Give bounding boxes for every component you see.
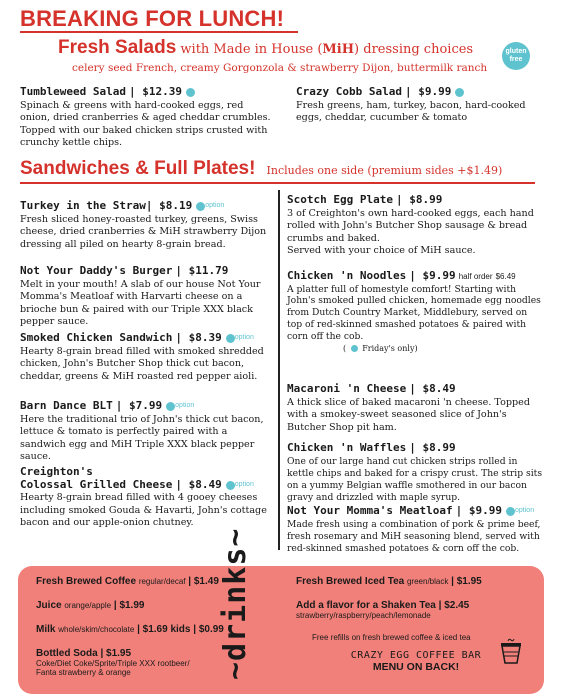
drink-price: $1.69	[142, 624, 168, 635]
menu-item-blt: Barn Dance BLT | $7.99 option Here the traditional trio of John's thick cut bacon, lettuce & tomato is perfectly paired with a sandwich egg and MiH Triple XXX black pepper sauce.	[20, 400, 275, 464]
item-price: $8.99	[409, 193, 443, 206]
salad-desc: Spinach & greens with hard-cooked eggs, red onion, dried cranberries & aged cheddar crumbles. Topped with our baked chicken strips crusted with crunchy kettle chips.	[20, 99, 271, 149]
salad-item-tumbleweed: Tumbleweed Salad | $12.39 Spinach & greens with hard-cooked eggs, red onion, dried cranberries & aged cheddar crumbles. Topped with our baked chicken strips crusted with crunchy kettle chips.	[20, 86, 275, 150]
gluten-free-dot-icon	[455, 88, 464, 97]
drink-juice: Juice orange/apple | $1.99	[36, 600, 145, 611]
drink-options-1: Coke/Diet Coke/Sprite/Triple XXX rootbeer/	[36, 659, 190, 668]
menu-item-burger: Not Your Daddy's Burger | $11.79 Melt in your mouth! A slab of our house Not Your Momma's Meatloaf with Harvarti cheese on a brioche bun & paired with our Triple XXX black pepper sauce.	[20, 265, 275, 329]
salad-price: $12.39	[142, 85, 183, 98]
drink-iced-tea: Fresh Brewed Iced Tea green/black | $1.95	[296, 576, 482, 587]
item-name: Colossal Grilled Cheese	[20, 477, 173, 491]
item-name: Turkey in the Straw	[20, 199, 146, 212]
coffee-bar-line1: CRAZY EGG COFFEE BAR	[350, 650, 482, 661]
drink-options: whole/skim/chocolate	[58, 625, 135, 634]
menu-item-meatloaf: Not Your Momma's Meatloaf | $9.99 option Made fresh using a combination of pork & prime beef, fresh rosemary and MiH seasoning blend, served with red-skinned smashed potatoes & corn off the cob.	[287, 505, 543, 555]
drink-coffee: Fresh Brewed Coffee regular/decaf | $1.49	[36, 576, 219, 587]
menu-item-chicken-noodles: Chicken 'n Noodles | $9.99 half order $6.49 A platter full of homestyle comfort! Starting with John's smoked pulled chicken, homemade egg noodles from Dutch Country Market, Middlebury, served on top of red-skinned smashed potatoes & paired with corn off the cob. ( Friday's only)	[287, 270, 543, 355]
drink-name: Bottled Soda	[36, 648, 98, 659]
drink-options: strawberry/raspberry/peach/lemonade	[296, 611, 431, 620]
item-name: Scotch Egg Plate	[287, 193, 393, 206]
drink-shaken-tea: Add a flavor for a Shaken Tea | $2.45 strawberry/raspberry/peach/lemonade	[296, 600, 536, 620]
salad-desc: Fresh greens, ham, turkey, bacon, hard-cooked eggs, cheddar, cucumber & tomato	[296, 99, 526, 124]
friday-note: Friday's only	[362, 343, 415, 353]
salads-note-pre: with Made in House (	[180, 42, 323, 57]
item-price: $11.79	[188, 264, 229, 277]
gluten-free-dot-icon	[186, 88, 195, 97]
drinks-label: ~drinks~	[218, 527, 253, 680]
option-label: option	[234, 480, 254, 488]
drink-name: Fresh Brewed Coffee	[36, 576, 137, 587]
option-label: option	[205, 202, 225, 210]
item-price: $8.39	[188, 331, 222, 344]
item-desc: Melt in your mouth! A slab of our house Not Your Momma's Meatloaf with Harvarti cheese on a brioche bun & paired with our Triple XXX black pepper sauce.	[20, 278, 261, 328]
option-dot-icon	[166, 402, 175, 411]
dressing-choices: celery seed French, creamy Gorgonzola & strawberry Dijon, buttermilk ranch	[72, 62, 488, 74]
item-desc: A thick slice of baked macaroni 'n cheese. Topped with a smokey-sweet seasoned slice of John's Butcher Shop pit ham.	[287, 396, 530, 433]
menu-item-scotch-egg: Scotch Egg Plate | $8.99 3 of Creighton's own hard-cooked eggs, each hand rolled with John's Butcher Shop sausage & bread crumbs and baked. Served with your choice of MiH sauce.	[287, 194, 543, 258]
kids-label: kids	[170, 624, 191, 635]
coffee-bar-note	[336, 650, 496, 673]
item-price: $8.49	[188, 477, 222, 491]
item-price: $8.19	[159, 199, 193, 212]
drink-price: $2.45	[444, 600, 470, 611]
drink-price: $1.95	[106, 648, 132, 659]
option-label: option	[175, 402, 195, 410]
item-price: $9.99	[422, 269, 456, 282]
menu-item-grilled-cheese: Creighton's Colossal Grilled Cheese | $8.49 option Hearty 8-grain bread filled with 4 gooey cheeses including smoked Gouda & Havarti, John's cottage bacon and our apple-onion chutney.	[20, 466, 275, 530]
drink-price: $1.99	[119, 600, 145, 611]
drink-name: Fresh Brewed Iced Tea	[296, 576, 405, 587]
item-name: Chicken 'n Waffles	[287, 441, 407, 454]
menu-item-chicken-waffles: Chicken 'n Waffles | $8.99 One of our large hand cut chicken strips rolled in kettle chips and baked for a crispy crust. The strip sits on a yummy Belgian waffle smothered in our bacon gravy and drizzled with maple syrup.	[287, 441, 543, 503]
option-dot-icon	[351, 345, 358, 352]
option-dot-icon	[226, 481, 235, 490]
item-name: Macaroni 'n Cheese	[287, 382, 407, 395]
sandwiches-title: Sandwiches & Full Plates!	[20, 158, 256, 179]
item-name-line1: Creighton's	[20, 465, 93, 478]
item-desc: A platter full of homestyle comfort! Starting with John's smoked pulled chicken, homemade egg noodles from Dutch Country Market, Middlebury, served on top of red-skinned smashed potatoes & paired with corn off the cob.	[287, 283, 541, 342]
item-desc: One of our large hand cut chicken strips rolled in kettle chips and baked for a crispy crust. The strip sits on a yummy Belgian waffle smothered in our bacon gravy and drizzled with maple syrup.	[287, 455, 543, 503]
menu-item-smoked-chicken: Smoked Chicken Sandwich | $8.39 option Hearty 8-grain bread filled with smoked shredded chicken, John's Butcher Shop thick cut bacon, cheddar, greens & MiH roasted red pepper aioli.	[20, 332, 275, 383]
gf-badge-line1: gluten	[505, 48, 527, 55]
item-name: Barn Dance BLT	[20, 399, 113, 412]
title-underline	[20, 31, 298, 33]
sandwiches-header	[20, 158, 502, 180]
item-desc: Here the traditional trio of John's thick cut bacon, lettuce & tomato is perfectly paired with a sandwich egg and MiH Triple XXX black pepper sauce.	[20, 413, 264, 463]
salad-item-cobb: Crazy Cobb Salad | $9.99 Fresh greens, ham, turkey, bacon, hard-cooked eggs, cheddar, cucumber & tomato	[296, 86, 541, 125]
item-desc: Fresh sliced honey-roasted turkey, greens, Swiss cheese, dried cranberries & MiH strawberry Dijon dressing all piled on hearty 8-grain bread.	[20, 213, 267, 250]
drink-price: $1.49	[193, 576, 219, 587]
item-desc: Hearty 8-grain bread filled with smoked shredded chicken, John's Butcher Shop thick cut bacon, cheddar, greens & MiH roasted red pepper aioli.	[20, 345, 264, 382]
coffee-cup-icon	[498, 636, 524, 666]
menu-item-mac-cheese: Macaroni 'n Cheese | $8.49 A thick slice of baked macaroni 'n cheese. Topped with a smokey-sweet seasoned slice of John's Butcher Shop pit ham.	[287, 383, 543, 434]
drink-options: green/black	[406, 577, 449, 586]
half-order-label: half order	[458, 272, 493, 281]
item-price: $7.99	[129, 399, 163, 412]
refills-note: Free refills on fresh brewed coffee & iced tea	[312, 633, 471, 642]
salads-title: Fresh Salads	[58, 37, 177, 58]
coffee-bar-line2: MENU ON BACK!	[372, 661, 460, 673]
item-price: $8.99	[422, 441, 456, 454]
item-name: Not Your Momma's Meatloaf	[287, 504, 453, 517]
column-divider	[278, 190, 280, 550]
drink-name: Add a flavor for a Shaken Tea	[296, 600, 436, 611]
section-underline	[20, 182, 535, 184]
drink-options: orange/apple	[64, 601, 112, 610]
item-note: ( Friday's only)	[343, 343, 418, 353]
drink-options-2: Fanta strawberry & orange	[36, 668, 131, 677]
item-name: Chicken 'n Noodles	[287, 269, 407, 282]
drink-name: Juice	[36, 600, 62, 611]
option-dot-icon	[506, 507, 515, 516]
drink-options: regular/decaf	[138, 577, 186, 586]
salad-name: Crazy Cobb Salad	[296, 85, 402, 98]
item-desc: 3 of Creighton's own hard-cooked eggs, each hand rolled with John's Butcher Shop sausage & bread crumbs and baked.	[287, 207, 534, 244]
salad-name: Tumbleweed Salad	[20, 85, 126, 98]
option-label: option	[234, 334, 254, 342]
gluten-free-badge	[502, 42, 530, 70]
option-label: option	[515, 507, 535, 515]
item-name: Smoked Chicken Sandwich	[20, 331, 173, 344]
option-dot-icon	[226, 334, 235, 343]
page-title: BREAKING FOR LUNCH!	[20, 6, 285, 31]
item-name: Not Your Daddy's Burger	[20, 264, 173, 277]
half-order-price: $6.49	[495, 272, 516, 281]
option-dot-icon	[196, 202, 205, 211]
drink-name: Milk	[36, 624, 56, 635]
drink-price: $1.95	[456, 576, 482, 587]
item-desc: Made fresh using a combination of pork & prime beef, fresh rosemary and MiH seasoning blend, served with red-skinned smashed potatoes & corn off the cob.	[287, 518, 541, 554]
item-desc-2: Served with your choice of MiH sauce.	[287, 245, 476, 257]
salad-price: $9.99	[418, 85, 452, 98]
item-desc: Hearty 8-grain bread filled with 4 gooey cheeses including smoked Gouda & Havarti, John's cottage bacon and our apple-onion chutney.	[20, 492, 267, 529]
drink-soda: Bottled Soda | $1.95 Coke/Diet Coke/Sprite/Triple XXX rootbeer/ Fanta strawberry & orange	[36, 648, 236, 677]
gf-badge-line2: free	[509, 56, 523, 63]
salads-note-post: ) dressing choices	[354, 42, 474, 57]
sides-note: Includes one side (premium sides +$1.49)	[266, 164, 503, 177]
kids-price: $0.99	[198, 624, 224, 635]
item-price: $9.99	[468, 504, 503, 517]
salads-note-mih: MiH	[322, 42, 355, 57]
menu-item-turkey: Turkey in the Straw| $8.19 option Fresh sliced honey-roasted turkey, greens, Swiss cheese, dried cranberries & MiH strawberry Dijon dressing all piled on hearty 8-grain bread.	[20, 200, 272, 251]
drink-milk: Milk whole/skim/chocolate | $1.69 kids | $0.99	[36, 624, 224, 635]
salads-header	[58, 37, 498, 59]
item-price: $8.49	[422, 382, 456, 395]
